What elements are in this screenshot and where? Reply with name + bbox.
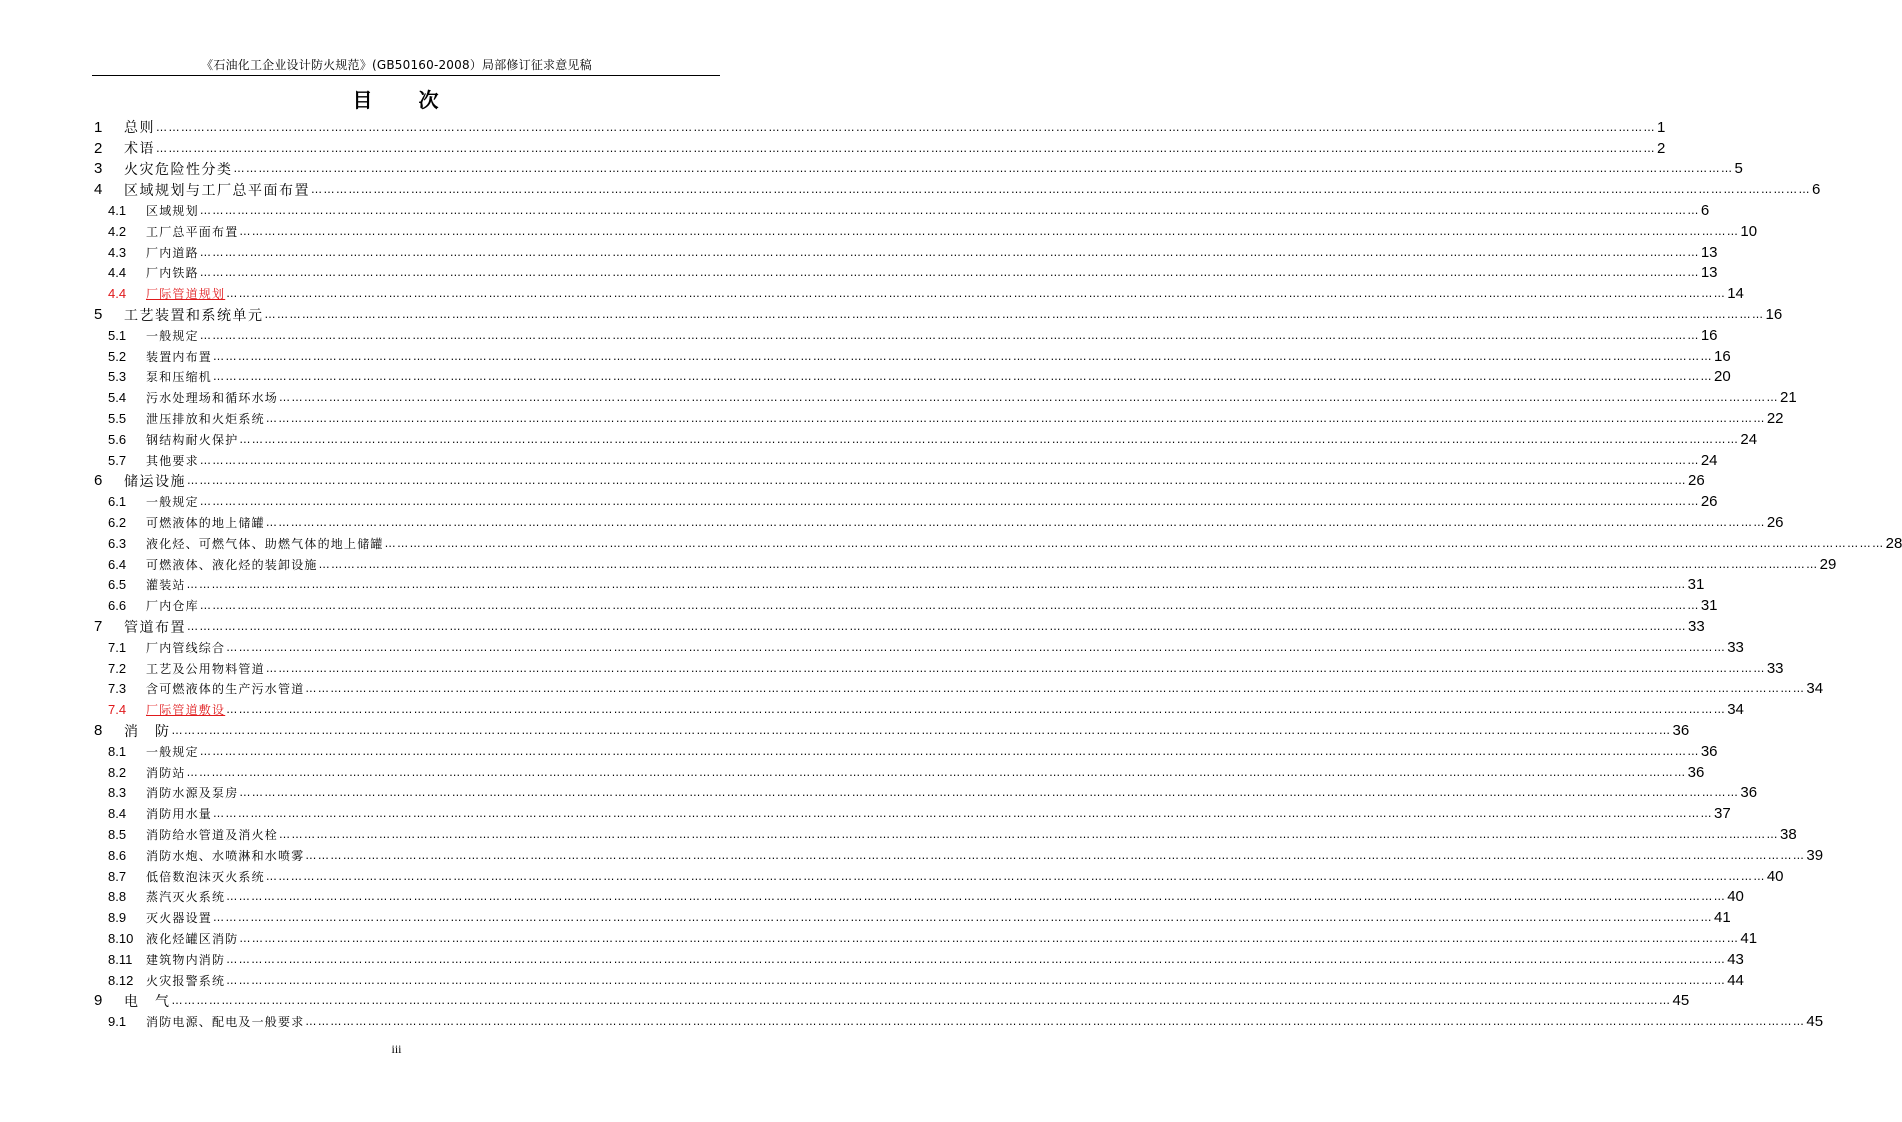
toc-entry-page: 45: [1672, 992, 1690, 1010]
dot-leader: ………………………………………………………………………………………………………………………………………………………………………………………………………………………………………………………………………………………………………………………………: [199, 266, 1700, 280]
toc-chapter-entry[interactable]: [92, 471, 1705, 492]
toc-entry-page: 36: [1672, 722, 1690, 739]
dot-leader: ………………………………………………………………………………………………………………………………………………………………………………………………………………………………………………………………………………………………………………………………: [226, 890, 1727, 904]
toc-entry-title: 工艺装置和系统单元: [124, 307, 264, 324]
toc-entry-page: 45: [1806, 1013, 1824, 1031]
dot-leader: ………………………………………………………………………………………………………………………………………………………………………………………………………………………………………………………………………………………………………………………………: [213, 807, 1714, 821]
toc-entry-page: 44: [1727, 971, 1744, 989]
dot-leader: ………………………………………………………………………………………………………………………………………………………………………………………………………………………………………………………………………………………………………………………………: [199, 328, 1700, 342]
toc-entry-number: 7.2: [108, 660, 127, 676]
toc-section-entry[interactable]: [92, 845, 1824, 866]
toc-section-entry[interactable]: [92, 637, 1744, 658]
toc-entry-number: 6.1: [108, 494, 127, 510]
dot-leader: ………………………………………………………………………………………………………………………………………………………………………………………………………………………………………………………………………………………………………………………………: [279, 827, 1780, 841]
toc-entry-page: 2: [1657, 139, 1666, 157]
dot-leader: ………………………………………………………………………………………………………………………………………………………………………………………………………………………………………………………………………………………………………………………………: [213, 370, 1714, 384]
toc-entry-page: 40: [1727, 888, 1744, 906]
toc-section-entry[interactable]: [92, 242, 1718, 263]
toc-entry-number: 4.1: [108, 203, 127, 219]
toc-entry-number: 4.4: [108, 286, 127, 302]
toc-entry-title: 总则: [124, 120, 155, 137]
toc-entry-number: 5.4: [108, 390, 127, 406]
dot-leader: ………………………………………………………………………………………………………………………………………………………………………………………………………………………………………………………………………………………………………………………………: [187, 620, 1687, 634]
toc-entry-number: 1: [94, 118, 103, 136]
toc-entry-page: 33: [1766, 659, 1784, 677]
dot-leader: ………………………………………………………………………………………………………………………………………………………………………………………………………………………………………………………………………………………………………………………………: [239, 931, 1740, 945]
toc-entry-title: 厂际管道规划: [146, 287, 226, 302]
toc-entry-title: 消防给水管道及消火栓: [146, 827, 279, 842]
toc-entry-title: 厂内道路: [146, 245, 199, 260]
toc-entry-number: 8.8: [108, 889, 127, 905]
toc-entry-title: 储运设施: [124, 473, 186, 490]
toc-section-entry[interactable]: [92, 325, 1718, 346]
toc-section-entry[interactable]: [92, 512, 1784, 533]
toc-entry-title: 可燃液体的地上储罐: [146, 516, 265, 531]
toc-entry-number: 8.4: [108, 806, 127, 822]
dot-leader: ………………………………………………………………………………………………………………………………………………………………………………………………………………………………………………………………………………………………………………………………: [156, 120, 1656, 134]
toc-entry-title: 泵和压缩机: [146, 370, 213, 385]
toc-entry-title: 液化烃罐区消防: [146, 931, 239, 946]
toc-entry-number: 7.1: [108, 639, 127, 655]
dot-leader: ………………………………………………………………………………………………………………………………………………………………………………………………………………………………………………………………………………………………………………………………: [156, 141, 1656, 155]
toc-entry-title: 工艺及公用物料管道: [146, 661, 265, 676]
toc-entry-number: 5.5: [108, 411, 127, 427]
toc-entry-title: 厂内铁路: [146, 266, 199, 281]
toc-entry-page: 41: [1740, 929, 1758, 947]
toc-entry-title: 厂内仓库: [146, 599, 199, 614]
toc-entry-title: 消防站: [146, 765, 186, 780]
toc-entry-number: 6.6: [108, 598, 127, 614]
toc-entry-number: 8.2: [108, 764, 127, 780]
toc-entry-number: 8.6: [108, 847, 127, 863]
toc-entry-number: 8.11: [108, 951, 133, 967]
toc-entry-page: 36: [1687, 763, 1705, 781]
toc-entry-page: 33: [1688, 618, 1705, 636]
toc-entry-title: 消防水源及泵房: [146, 786, 239, 801]
toc-entry-title: 区域规划: [146, 204, 199, 219]
dot-leader: ………………………………………………………………………………………………………………………………………………………………………………………………………………………………………………………………………………………………………………………………: [279, 391, 1780, 405]
toc-entry-title: 钢结构耐火保护: [146, 432, 239, 447]
toc-entry-page: 36: [1740, 784, 1758, 802]
dot-leader: ………………………………………………………………………………………………………………………………………………………………………………………………………………………………………………………………………………………………………………………………: [171, 994, 1672, 1008]
toc-entry-page: 36: [1700, 742, 1718, 760]
toc-entry-number: 6.5: [108, 577, 127, 593]
toc-entry-number: 8.3: [108, 785, 127, 801]
toc-chapter-entry[interactable]: [92, 159, 1743, 180]
dot-leader: ………………………………………………………………………………………………………………………………………………………………………………………………………………………………………………………………………………………………………………………………: [311, 183, 1811, 197]
toc-entry-title: 低倍数泡沫灭火系统: [146, 869, 265, 884]
dot-leader: ………………………………………………………………………………………………………………………………………………………………………………………………………………………………………………………………………………………………………………………………: [226, 973, 1727, 987]
toc-entry-page: 24: [1740, 430, 1758, 448]
toc-entry-number: 4.2: [108, 223, 127, 239]
toc-entry-number: 8.12: [108, 972, 134, 988]
toc-entry-number: 9: [94, 992, 103, 1010]
toc-entry-number: 8.7: [108, 868, 127, 884]
toc-entry-number: 5: [94, 306, 103, 324]
dot-leader: ………………………………………………………………………………………………………………………………………………………………………………………………………………………………………………………………………………………………………………………………: [264, 308, 1765, 322]
dot-leader: ………………………………………………………………………………………………………………………………………………………………………………………………………………………………………………………………………………………………………………………………: [305, 682, 1806, 696]
toc-entry-page: 38: [1780, 825, 1797, 843]
toc-entry-page: 28: [1885, 534, 1902, 552]
toc-section-entry[interactable]: [92, 263, 1718, 284]
page-number: iii: [391, 1042, 402, 1056]
toc-entry-title: 术语: [124, 141, 155, 158]
toc-entry-title: 区域规划与工厂总平面布置: [124, 182, 310, 199]
toc-entry-title: 消防水炮、水喷淋和水喷雾: [146, 848, 305, 863]
toc-entry-title: 污水处理场和循环水场: [146, 391, 279, 406]
toc-section-entry[interactable]: [92, 783, 1758, 804]
toc-entry-page: 29: [1819, 555, 1837, 573]
dot-leader: ………………………………………………………………………………………………………………………………………………………………………………………………………………………………………………………………………………………………………………………………: [239, 786, 1740, 800]
toc-section-entry[interactable]: [92, 824, 1797, 845]
toc-entry-title: 蒸汽灭火系统: [146, 890, 226, 905]
toc-section-entry[interactable]: [92, 408, 1784, 429]
dot-leader: ………………………………………………………………………………………………………………………………………………………………………………………………………………………………………………………………………………………………………………………………: [186, 765, 1687, 779]
dot-leader: ………………………………………………………………………………………………………………………………………………………………………………………………………………………………………………………………………………………………………………………………: [199, 245, 1700, 259]
toc-entry-page: 20: [1714, 368, 1731, 386]
dot-leader: ………………………………………………………………………………………………………………………………………………………………………………………………………………………………………………………………………………………………………………………………: [265, 516, 1766, 530]
toc-section-entry[interactable]: [92, 886, 1744, 907]
toc-entry-page: 16: [1714, 347, 1731, 365]
toc-section-entry[interactable]: [92, 762, 1705, 783]
toc-entry-number: 5.6: [108, 431, 127, 447]
dot-leader: ………………………………………………………………………………………………………………………………………………………………………………………………………………………………………………………………………………………………………………………………: [199, 204, 1700, 218]
toc-chapter-entry[interactable]: [92, 179, 1821, 200]
dot-leader: ………………………………………………………………………………………………………………………………………………………………………………………………………………………………………………………………………………………………………………………………: [384, 536, 1885, 550]
dot-leader: ………………………………………………………………………………………………………………………………………………………………………………………………………………………………………………………………………………………………………………………………: [233, 162, 1734, 176]
dot-leader: ………………………………………………………………………………………………………………………………………………………………………………………………………………………………………………………………………………………………………………………………: [186, 578, 1687, 592]
toc-entry-page: 6: [1700, 202, 1710, 220]
dot-leader: ………………………………………………………………………………………………………………………………………………………………………………………………………………………………………………………………………………………………………………………………: [187, 474, 1687, 488]
toc-section-entry[interactable]: [92, 346, 1731, 367]
dot-leader: ………………………………………………………………………………………………………………………………………………………………………………………………………………………………………………………………………………………………………………………………: [199, 744, 1700, 758]
toc-entry-number: 8.5: [108, 826, 127, 842]
toc-entry-page: 10: [1740, 222, 1758, 240]
dot-leader: ………………………………………………………………………………………………………………………………………………………………………………………………………………………………………………………………………………………………………………………………: [199, 495, 1700, 509]
toc-entry-page: 34: [1806, 680, 1824, 698]
toc-entry-title: 消防电源、配电及一般要求: [146, 1015, 305, 1030]
toc-entry-number: 8: [94, 722, 103, 739]
toc-entry-title: 装置内布置: [146, 349, 213, 364]
toc-section-entry[interactable]: [92, 679, 1824, 700]
toc-section-entry[interactable]: [92, 928, 1758, 949]
toc-entry-number: 5.1: [108, 327, 127, 343]
toc-section-entry[interactable]: [92, 1011, 1824, 1032]
toc-entry-number: 8.1: [108, 743, 127, 759]
dot-leader: ………………………………………………………………………………………………………………………………………………………………………………………………………………………………………………………………………………………………………………………………: [199, 453, 1700, 467]
toc-entry-page: 26: [1766, 514, 1784, 532]
toc-section-entry[interactable]: [92, 907, 1731, 928]
toc-entry-number: 4.4: [108, 265, 127, 281]
table-of-contents: [92, 117, 1902, 1032]
toc-entry-number: 5.7: [108, 452, 127, 468]
toc-section-entry[interactable]: [92, 949, 1744, 970]
header-rule: [92, 75, 720, 76]
toc-section-entry[interactable]: [92, 200, 1710, 221]
dot-leader: ………………………………………………………………………………………………………………………………………………………………………………………………………………………………………………………………………………………………………………………………: [226, 640, 1727, 654]
dot-leader: ………………………………………………………………………………………………………………………………………………………………………………………………………………………………………………………………………………………………………………………………: [226, 287, 1727, 301]
toc-entry-number: 5.2: [108, 348, 127, 364]
toc-section-entry[interactable]: [92, 741, 1718, 762]
toc-entry-number: 7: [94, 618, 103, 636]
toc-section-entry[interactable]: [92, 283, 1744, 304]
toc-entry-title: 可燃液体、液化烃的装卸设施: [146, 557, 318, 572]
dot-leader: ………………………………………………………………………………………………………………………………………………………………………………………………………………………………………………………………………………………………………………………………: [265, 412, 1766, 426]
dot-leader: ………………………………………………………………………………………………………………………………………………………………………………………………………………………………………………………………………………………………………………………………: [213, 349, 1714, 363]
toc-entry-title: 其他要求: [146, 453, 199, 468]
toc-entry-title: 液化烃、可燃气体、助燃气体的地上储罐: [146, 536, 384, 551]
dot-leader: ………………………………………………………………………………………………………………………………………………………………………………………………………………………………………………………………………………………………………………………………: [239, 432, 1740, 446]
dot-leader: ………………………………………………………………………………………………………………………………………………………………………………………………………………………………………………………………………………………………………………………………: [305, 848, 1806, 862]
toc-chapter-entry[interactable]: [92, 990, 1690, 1011]
toc-entry-page: 1: [1657, 118, 1666, 136]
toc-section-entry[interactable]: [92, 429, 1758, 450]
toc-entry-title: 建筑物内消防: [146, 952, 226, 967]
dot-leader: ………………………………………………………………………………………………………………………………………………………………………………………………………………………………………………………………………………………………………………………………: [226, 703, 1727, 717]
toc-entry-title: 电 气: [124, 993, 171, 1010]
toc-entry-number: 6: [94, 472, 103, 490]
toc-entry-page: 41: [1714, 909, 1731, 927]
toc-section-entry[interactable]: [92, 803, 1731, 824]
toc-entry-title: 管道布置: [124, 619, 186, 636]
dot-leader: ………………………………………………………………………………………………………………………………………………………………………………………………………………………………………………………………………………………………………………………………: [239, 224, 1740, 238]
toc-entry-title: 一般规定: [146, 495, 199, 510]
toc-section-entry[interactable]: [92, 450, 1718, 471]
toc-entry-title: 厂际管道敷设: [146, 703, 226, 718]
toc-entry-title: 工厂总平面布置: [146, 224, 239, 239]
dot-leader: ………………………………………………………………………………………………………………………………………………………………………………………………………………………………………………………………………………………………………………………………: [265, 869, 1766, 883]
toc-entry-page: 31: [1687, 576, 1705, 594]
toc-entry-page: 34: [1727, 701, 1744, 719]
toc-section-entry[interactable]: [92, 658, 1784, 679]
dot-leader: ………………………………………………………………………………………………………………………………………………………………………………………………………………………………………………………………………………………………………………………………: [318, 557, 1819, 571]
toc-entry-page: 6: [1812, 181, 1821, 199]
toc-entry-title: 火灾危险性分类: [124, 161, 233, 178]
toc-section-entry[interactable]: [92, 595, 1718, 616]
dot-leader: ………………………………………………………………………………………………………………………………………………………………………………………………………………………………………………………………………………………………………………………………: [171, 724, 1672, 737]
toc-entry-page: 26: [1700, 493, 1718, 511]
toc-entry-title: 一般规定: [146, 744, 199, 759]
toc-entry-page: 33: [1727, 638, 1744, 656]
toc-entry-title: 灌装站: [146, 578, 186, 593]
toc-section-entry[interactable]: [92, 554, 1837, 575]
toc-entry-title: 火灾报警系统: [146, 973, 226, 988]
toc-entry-page: 43: [1727, 950, 1744, 968]
dot-leader: ………………………………………………………………………………………………………………………………………………………………………………………………………………………………………………………………………………………………………………………………: [199, 599, 1700, 613]
toc-entry-number: 2: [94, 139, 103, 157]
running-header: 《石油化工企业设计防火规范》(GB50160-2008）局部修订征求意见稿: [201, 58, 592, 72]
dot-leader: ………………………………………………………………………………………………………………………………………………………………………………………………………………………………………………………………………………………………………………………………: [265, 661, 1766, 675]
toc-entry-number: 6.2: [108, 515, 127, 531]
toc-entry-page: 13: [1700, 264, 1718, 282]
toc-section-entry[interactable]: [92, 575, 1705, 596]
toc-section-entry[interactable]: [92, 866, 1784, 887]
toc-entry-number: 4.3: [108, 244, 127, 260]
toc-entry-page: 16: [1765, 306, 1783, 324]
toc-entry-number: 6.4: [108, 556, 127, 572]
toc-entry-number: 3: [94, 160, 103, 178]
toc-entry-number: 7.3: [108, 681, 127, 697]
toc-entry-page: 26: [1688, 472, 1705, 490]
toc-section-entry[interactable]: [92, 367, 1731, 388]
toc-entry-page: 13: [1700, 243, 1718, 261]
page-title: 目 次: [352, 88, 441, 112]
toc-entry-number: 7.4: [108, 702, 127, 718]
toc-entry-title: 厂内管线综合: [146, 640, 226, 655]
toc-entry-number: 6.3: [108, 535, 127, 551]
toc-entry-number: 5.3: [108, 369, 127, 385]
toc-section-entry[interactable]: [92, 221, 1758, 242]
toc-entry-number: 8.9: [108, 910, 127, 926]
toc-chapter-entry[interactable]: [92, 117, 1666, 138]
toc-entry-page: 31: [1700, 597, 1718, 615]
toc-entry-title: 泄压排放和火炬系统: [146, 412, 265, 427]
toc-entry-page: 37: [1714, 805, 1731, 823]
toc-section-entry[interactable]: [92, 699, 1744, 720]
toc-entry-page: 16: [1700, 326, 1718, 344]
toc-entry-page: 5: [1734, 160, 1743, 178]
toc-entry-title: 含可燃液体的生产污水管道: [146, 682, 305, 697]
toc-entry-page: 39: [1806, 846, 1824, 864]
toc-entry-page: 21: [1780, 389, 1797, 407]
toc-entry-page: 22: [1766, 410, 1784, 428]
dot-leader: ………………………………………………………………………………………………………………………………………………………………………………………………………………………………………………………………………………………………………………………………: [213, 911, 1714, 925]
toc-entry-page: 24: [1700, 451, 1718, 469]
toc-section-entry[interactable]: [92, 970, 1744, 991]
toc-section-entry[interactable]: [92, 491, 1718, 512]
dot-leader: ………………………………………………………………………………………………………………………………………………………………………………………………………………………………………………………………………………………………………………………………: [226, 952, 1727, 966]
toc-entry-title: 灭火器设置: [146, 911, 213, 926]
toc-entry-number: 9.1: [108, 1014, 127, 1030]
dot-leader: ………………………………………………………………………………………………………………………………………………………………………………………………………………………………………………………………………………………………………………………………: [305, 1015, 1806, 1029]
toc-chapter-entry[interactable]: [92, 304, 1783, 325]
toc-entry-number: 8.10: [108, 930, 134, 946]
toc-entry-title: 消 防: [124, 723, 171, 740]
toc-chapter-entry[interactable]: [92, 138, 1666, 159]
toc-entry-number: 4: [94, 181, 103, 199]
toc-section-entry[interactable]: [92, 533, 1902, 554]
toc-entry-title: 一般规定: [146, 328, 199, 343]
toc-entry-title: 消防用水量: [146, 807, 213, 822]
toc-chapter-entry[interactable]: [92, 720, 1690, 741]
toc-entry-page: 14: [1727, 285, 1744, 303]
toc-section-entry[interactable]: [92, 387, 1797, 408]
toc-chapter-entry[interactable]: [92, 616, 1705, 637]
toc-entry-page: 40: [1766, 867, 1784, 885]
